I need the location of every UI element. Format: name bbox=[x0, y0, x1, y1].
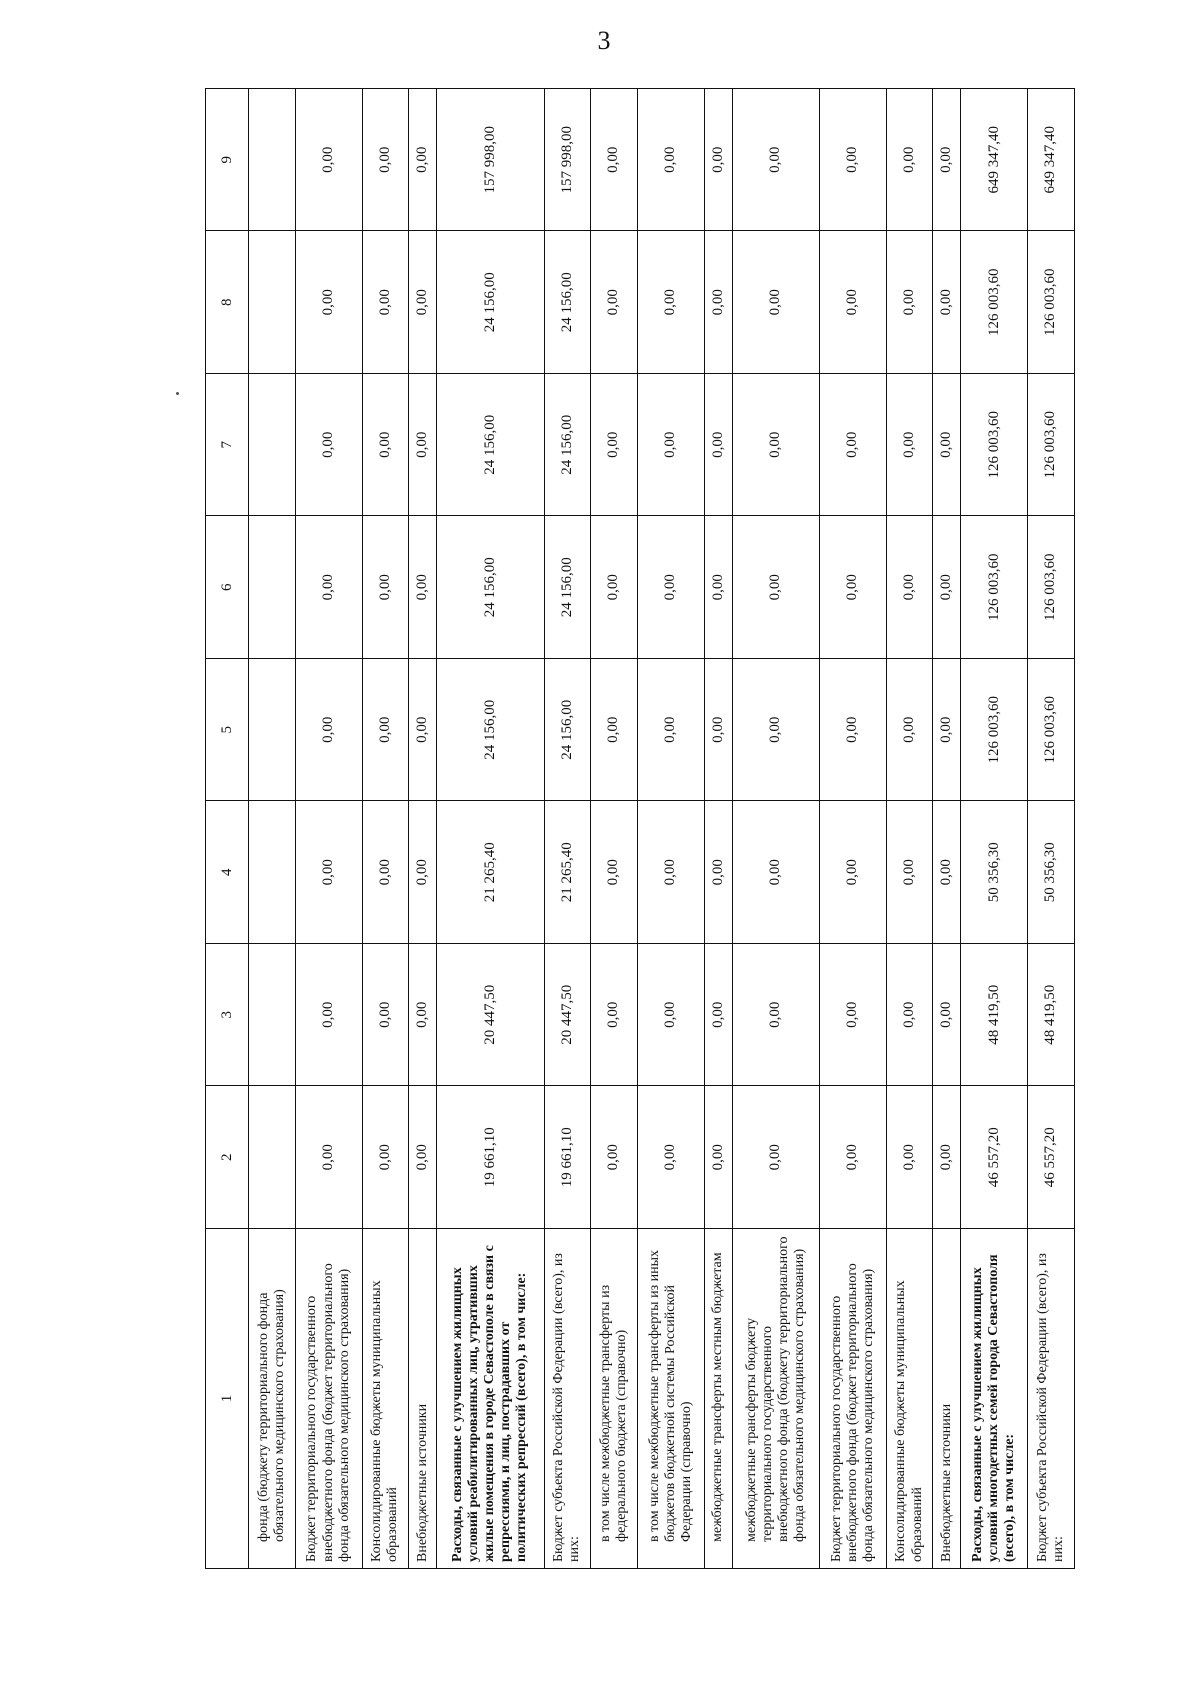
row-label: Консолидированные бюджеты муниципальных образований bbox=[362, 1229, 409, 1569]
cell-value: 0,00 bbox=[362, 89, 409, 232]
cell-value: 0,00 bbox=[886, 1086, 933, 1229]
cell-value bbox=[249, 231, 296, 374]
cell-value: 0,00 bbox=[295, 659, 362, 802]
cell-value: 0,00 bbox=[704, 1086, 732, 1229]
cell-value: 0,00 bbox=[409, 231, 437, 374]
column-header-5: 5 bbox=[206, 659, 249, 802]
cell-value: 0,00 bbox=[704, 944, 732, 1087]
column-header-9: 9 bbox=[206, 89, 249, 232]
cell-value: 19 661,10 bbox=[437, 1086, 544, 1229]
cell-value: 0,00 bbox=[362, 516, 409, 659]
table-row bbox=[249, 89, 296, 1569]
cell-value: 46 557,20 bbox=[1028, 1086, 1075, 1229]
cell-value: 24 156,00 bbox=[544, 659, 591, 802]
table-row bbox=[544, 89, 591, 1569]
cell-value: 0,00 bbox=[591, 89, 638, 232]
cell-value: 0,00 bbox=[409, 1086, 437, 1229]
row-label: Бюджет субъекта Российской Федерации (всего), из них: bbox=[544, 1229, 591, 1569]
row-label: Расходы, связанные с улучшением жилищных условий реабилитированных лиц, утративших жилые помещения в городе Севастополе в связи с репрессиями, и лиц, пострадавших от политических репрессий (всего), в том числе: bbox=[437, 1229, 544, 1569]
table-row bbox=[961, 89, 1028, 1569]
table-row bbox=[933, 89, 961, 1569]
cell-value: 0,00 bbox=[637, 1086, 704, 1229]
cell-value: 0,00 bbox=[295, 89, 362, 232]
cell-value: 0,00 bbox=[819, 1086, 886, 1229]
cell-value: 0,00 bbox=[591, 516, 638, 659]
cell-value: 0,00 bbox=[732, 659, 819, 802]
cell-value: 46 557,20 bbox=[961, 1086, 1028, 1229]
cell-value: 0,00 bbox=[591, 374, 638, 517]
cell-value: 0,00 bbox=[933, 231, 961, 374]
cell-value: 0,00 bbox=[409, 659, 437, 802]
table-row bbox=[732, 89, 819, 1569]
table-header-row bbox=[206, 89, 249, 1569]
cell-value: 0,00 bbox=[886, 659, 933, 802]
column-header-1: 1 bbox=[206, 1229, 249, 1569]
cell-value: 0,00 bbox=[591, 944, 638, 1087]
cell-value: 0,00 bbox=[362, 801, 409, 944]
table-body bbox=[249, 89, 1075, 1569]
column-header-3: 3 bbox=[206, 944, 249, 1087]
row-label: Внебюджетные источники bbox=[409, 1229, 437, 1569]
cell-value: 0,00 bbox=[819, 89, 886, 232]
cell-value: 0,00 bbox=[732, 944, 819, 1087]
cell-value: 48 419,50 bbox=[961, 944, 1028, 1087]
cell-value bbox=[249, 944, 296, 1087]
row-label: фонда (бюджету территориального фонда обязательного медицинского страхования) bbox=[249, 1229, 296, 1569]
cell-value: 24 156,00 bbox=[437, 659, 544, 802]
cell-value: 126 003,60 bbox=[1028, 659, 1075, 802]
table-row bbox=[1028, 89, 1075, 1569]
cell-value: 0,00 bbox=[362, 944, 409, 1087]
cell-value bbox=[249, 659, 296, 802]
cell-value: 0,00 bbox=[409, 801, 437, 944]
cell-value: 0,00 bbox=[637, 89, 704, 232]
cell-value bbox=[249, 1086, 296, 1229]
cell-value: 0,00 bbox=[704, 516, 732, 659]
column-header-8: 8 bbox=[206, 231, 249, 374]
cell-value: 0,00 bbox=[591, 231, 638, 374]
cell-value: 0,00 bbox=[732, 1086, 819, 1229]
cell-value: 126 003,60 bbox=[961, 516, 1028, 659]
table-row bbox=[637, 89, 704, 1569]
cell-value: 649 347,40 bbox=[961, 89, 1028, 232]
cell-value: 126 003,60 bbox=[961, 659, 1028, 802]
cell-value: 0,00 bbox=[886, 89, 933, 232]
cell-value: 0,00 bbox=[819, 659, 886, 802]
cell-value: 0,00 bbox=[704, 659, 732, 802]
cell-value: 0,00 bbox=[409, 374, 437, 517]
column-header-6: 6 bbox=[206, 516, 249, 659]
row-label: Бюджет территориального государственного внебюджетного фонда (бюджет территориального фонда обязательного медицинского страхования) bbox=[295, 1229, 362, 1569]
cell-value: 126 003,60 bbox=[1028, 516, 1075, 659]
cell-value: 0,00 bbox=[732, 89, 819, 232]
cell-value: 0,00 bbox=[295, 374, 362, 517]
cell-value: 0,00 bbox=[295, 1086, 362, 1229]
cell-value: 0,00 bbox=[732, 374, 819, 517]
cell-value bbox=[249, 801, 296, 944]
cell-value: 0,00 bbox=[409, 89, 437, 232]
scan-speck bbox=[176, 392, 179, 395]
cell-value: 0,00 bbox=[637, 659, 704, 802]
cell-value: 0,00 bbox=[704, 801, 732, 944]
cell-value: 0,00 bbox=[933, 1086, 961, 1229]
cell-value: 0,00 bbox=[295, 801, 362, 944]
cell-value: 0,00 bbox=[732, 801, 819, 944]
cell-value: 126 003,60 bbox=[1028, 374, 1075, 517]
cell-value: 0,00 bbox=[933, 944, 961, 1087]
cell-value bbox=[249, 516, 296, 659]
cell-value: 24 156,00 bbox=[544, 374, 591, 517]
cell-value: 0,00 bbox=[637, 516, 704, 659]
cell-value: 0,00 bbox=[591, 1086, 638, 1229]
cell-value bbox=[249, 374, 296, 517]
cell-value: 24 156,00 bbox=[437, 516, 544, 659]
cell-value: 0,00 bbox=[295, 516, 362, 659]
column-header-2: 2 bbox=[206, 1086, 249, 1229]
page-number: 3 bbox=[597, 26, 611, 55]
column-header-7: 7 bbox=[206, 374, 249, 517]
cell-value: 24 156,00 bbox=[437, 231, 544, 374]
cell-value: 0,00 bbox=[732, 231, 819, 374]
cell-value: 0,00 bbox=[409, 944, 437, 1087]
cell-value: 0,00 bbox=[362, 1086, 409, 1229]
column-header-4: 4 bbox=[206, 801, 249, 944]
cell-value: 0,00 bbox=[362, 231, 409, 374]
table-row bbox=[886, 89, 933, 1569]
cell-value: 0,00 bbox=[933, 374, 961, 517]
table-row bbox=[295, 89, 362, 1569]
cell-value: 0,00 bbox=[886, 516, 933, 659]
row-label: в том числе межбюджетные трансферты из иных бюджетов бюджетной системы Российской Федерации (справочно) bbox=[637, 1229, 704, 1569]
cell-value: 126 003,60 bbox=[961, 231, 1028, 374]
cell-value: 24 156,00 bbox=[544, 516, 591, 659]
cell-value: 0,00 bbox=[732, 516, 819, 659]
budget-table bbox=[205, 88, 1075, 1569]
cell-value: 0,00 bbox=[637, 801, 704, 944]
cell-value: 0,00 bbox=[819, 231, 886, 374]
cell-value: 0,00 bbox=[591, 801, 638, 944]
cell-value: 0,00 bbox=[819, 801, 886, 944]
cell-value: 0,00 bbox=[362, 374, 409, 517]
row-label: Бюджет субъекта Российской Федерации (всего), из них: bbox=[1028, 1229, 1075, 1569]
cell-value: 0,00 bbox=[933, 89, 961, 232]
row-label: межбюджетные трансферты местным бюджетам bbox=[704, 1229, 732, 1569]
cell-value: 0,00 bbox=[591, 659, 638, 802]
cell-value: 48 419,50 bbox=[1028, 944, 1075, 1087]
table-row bbox=[362, 89, 409, 1569]
cell-value: 0,00 bbox=[704, 89, 732, 232]
cell-value: 0,00 bbox=[819, 944, 886, 1087]
row-label: межбюджетные трансферты бюджету территориального государственного внебюджетного фонда (бюджету территориального фонда обязательного медицинского страхования) bbox=[732, 1229, 819, 1569]
cell-value: 0,00 bbox=[704, 374, 732, 517]
cell-value: 24 156,00 bbox=[544, 231, 591, 374]
table-row bbox=[591, 89, 638, 1569]
cell-value: 50 356,30 bbox=[961, 801, 1028, 944]
cell-value: 0,00 bbox=[819, 516, 886, 659]
cell-value: 0,00 bbox=[933, 516, 961, 659]
cell-value: 0,00 bbox=[819, 374, 886, 517]
table-row bbox=[704, 89, 732, 1569]
cell-value: 157 998,00 bbox=[437, 89, 544, 232]
cell-value: 0,00 bbox=[933, 801, 961, 944]
cell-value: 20 447,50 bbox=[437, 944, 544, 1087]
cell-value: 19 661,10 bbox=[544, 1086, 591, 1229]
row-label: Внебюджетные источники bbox=[933, 1229, 961, 1569]
cell-value: 0,00 bbox=[362, 659, 409, 802]
table-row bbox=[409, 89, 437, 1569]
cell-value: 0,00 bbox=[933, 659, 961, 802]
cell-value: 0,00 bbox=[704, 231, 732, 374]
cell-value: 0,00 bbox=[637, 944, 704, 1087]
table-row bbox=[437, 89, 544, 1569]
cell-value: 21 265,40 bbox=[544, 801, 591, 944]
cell-value: 126 003,60 bbox=[1028, 231, 1075, 374]
cell-value: 126 003,60 bbox=[961, 374, 1028, 517]
cell-value: 0,00 bbox=[886, 231, 933, 374]
cell-value: 21 265,40 bbox=[437, 801, 544, 944]
cell-value: 0,00 bbox=[886, 374, 933, 517]
row-label: Бюджет территориального государственного внебюджетного фонда (бюджет территориального фонда обязательного медицинского страхования) bbox=[819, 1229, 886, 1569]
row-label: Консолидированные бюджеты муниципальных образований bbox=[886, 1229, 933, 1569]
cell-value bbox=[249, 89, 296, 232]
cell-value: 0,00 bbox=[295, 944, 362, 1087]
cell-value: 0,00 bbox=[637, 374, 704, 517]
cell-value: 0,00 bbox=[886, 944, 933, 1087]
row-label: в том числе межбюджетные трансферты из федерального бюджета (справочно) bbox=[591, 1229, 638, 1569]
budget-table-rotated bbox=[205, 89, 1075, 1569]
cell-value: 50 356,30 bbox=[1028, 801, 1075, 944]
cell-value: 24 156,00 bbox=[437, 374, 544, 517]
cell-value: 0,00 bbox=[295, 231, 362, 374]
table-row bbox=[819, 89, 886, 1569]
cell-value: 0,00 bbox=[637, 231, 704, 374]
cell-value: 157 998,00 bbox=[544, 89, 591, 232]
cell-value: 0,00 bbox=[886, 801, 933, 944]
cell-value: 0,00 bbox=[409, 516, 437, 659]
row-label: Расходы, связанные с улучшением жилищных условий многодетных семей города Севастополя (всего), в том числе: bbox=[961, 1229, 1028, 1569]
cell-value: 649 347,40 bbox=[1028, 89, 1075, 232]
cell-value: 20 447,50 bbox=[544, 944, 591, 1087]
